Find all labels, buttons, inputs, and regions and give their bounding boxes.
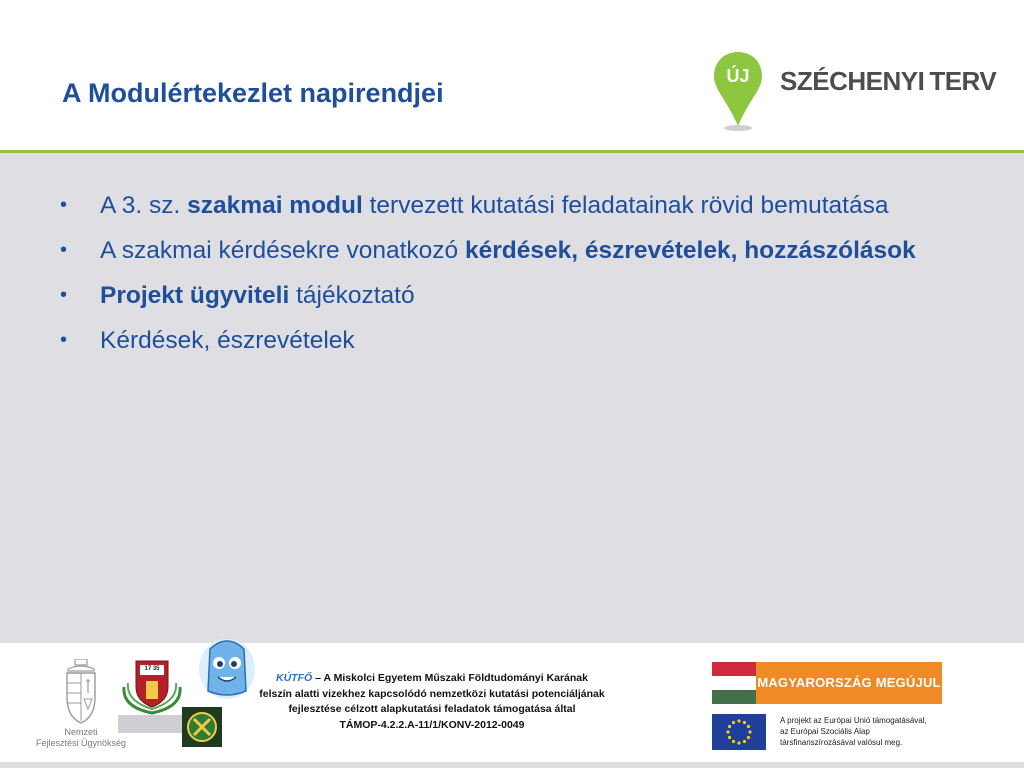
logo-uj-text: ÚJ [726, 66, 750, 86]
bullet-dot-icon: • [60, 239, 68, 261]
nfu-label-line: Nemzeti [64, 727, 98, 737]
project-code: TÁMOP-4.2.2.A-11/1/KONV-2012-0049 [339, 718, 525, 731]
project-line-1 [222, 671, 642, 687]
mining-faculty-logo [182, 707, 222, 747]
logo-wordmark [780, 66, 996, 97]
project-description [222, 671, 642, 733]
logo-szechenyi-text: SZÉCHENYI [780, 66, 925, 96]
badge-label: MAGYARORSZÁG MEGÚJUL [756, 662, 942, 704]
slide-footer [0, 643, 1024, 768]
project-line-2: felszín alatti vizekhez kapcsolódó nemzetközi kutatási potenciáljának [259, 687, 605, 700]
bullet-bold-text-part: szakmai modul [187, 192, 363, 219]
bullet-item [56, 279, 936, 312]
map-pin-icon [712, 50, 764, 132]
university-logo-year: 17 35 [144, 666, 160, 672]
bullet-item [56, 189, 936, 222]
bullet-dot-icon: • [60, 284, 68, 306]
bullet-item [56, 234, 936, 267]
eu-funding-line: társfinanszírozásával valósul meg. [780, 738, 903, 747]
eu-funding-note [780, 715, 980, 748]
project-line-3: fejlesztése célzott alapkutatási feladatok támogatása által [288, 703, 576, 715]
eu-flag-icon [712, 714, 766, 750]
slide-header [0, 0, 1024, 150]
bullet-text-part: A szakmai kérdésekre vonatkozó [100, 237, 465, 264]
slide-title: A Modulértekezlet napirendjei [62, 78, 444, 108]
bullet-bold-text-part: kérdések, észrevételek, hozzászólások [464, 237, 916, 264]
hungarian-flag-icon [712, 662, 756, 704]
bullet-bold-text-part: Projekt ügyviteli [100, 282, 290, 309]
coat-of-arms-icon [62, 659, 100, 725]
slide-body [0, 153, 1024, 643]
bullet-dot-icon: • [60, 194, 68, 216]
szechenyi-terv-logo [708, 46, 997, 138]
bullet-text-part: tájékoztató [289, 282, 415, 309]
bullet-dot-icon: • [60, 329, 68, 351]
bullet-text-part: Kérdések, észrevételek [100, 327, 355, 354]
bottom-band [0, 762, 1024, 768]
bullet-list [56, 189, 936, 369]
bullet-item [56, 324, 936, 357]
bullet-text-part: A 3. sz. [100, 192, 188, 219]
eu-funding-line: A projekt az Európai Unió támogatásával, [780, 716, 927, 725]
magyarorszag-megujul-badge [712, 662, 942, 704]
kutfo-logotype: KÚTFŐ [276, 672, 313, 684]
nfu-label-line: Fejlesztési Ügynökség [35, 738, 127, 748]
logo-terv-text: TERV [929, 66, 997, 96]
eu-funding-line: az Európai Szociális Alap [780, 727, 870, 736]
bullet-text-part: tervezett kutatási feladatainak rövid bemutatása [362, 192, 889, 219]
project-line-1-text: – A Miskolci Egyetem Műszaki Földtudományi Karának [312, 672, 588, 684]
